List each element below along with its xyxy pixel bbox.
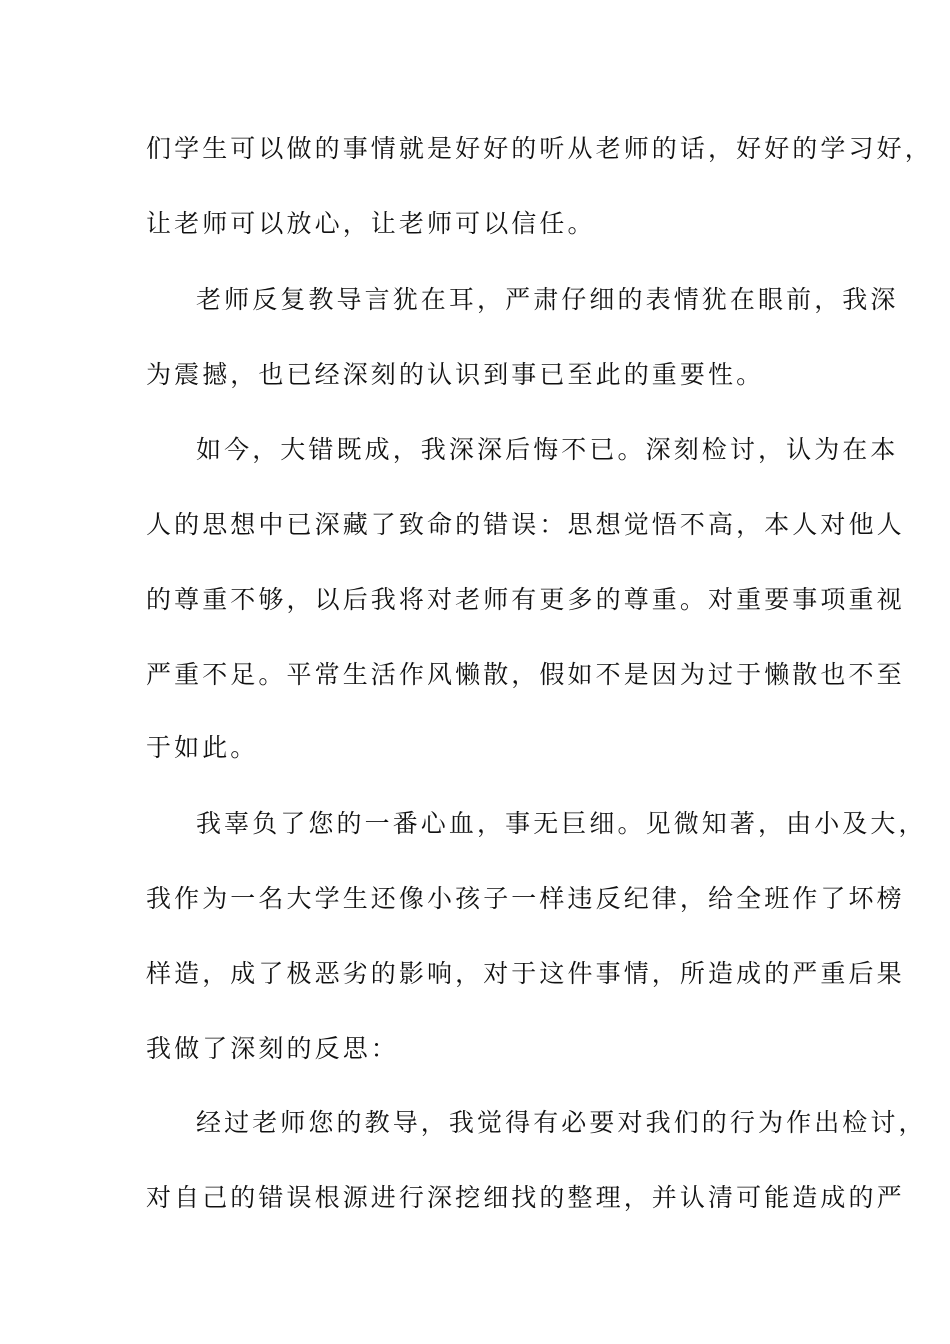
text-line-14: 经过老师您的教导，我觉得有必要对我们的行为作出检讨，	[196, 1108, 927, 1137]
text-line-11: 我作为一名大学生还像小孩子一样违反纪律，给全班作了坏榜	[146, 884, 905, 913]
text-line-12: 样造，成了极恶劣的影响，对于这件事情，所造成的严重后果	[146, 959, 905, 988]
text-line-2: 让老师可以放心，让老师可以信任。	[146, 209, 596, 238]
text-line-1: 们学生可以做的事情就是好好的听从老师的话，好好的学习好，	[146, 134, 933, 163]
text-line-15: 对自己的错误根源进行深挖细找的整理，并认清可能造成的严	[146, 1183, 905, 1212]
text-line-9: 于如此。	[146, 733, 259, 762]
text-line-8: 严重不足。平常生活作风懒散，假如不是因为过于懒散也不至	[146, 660, 905, 689]
text-line-7: 的尊重不够，以后我将对老师有更多的尊重。对重要事项重视	[146, 585, 905, 614]
text-line-6: 人的思想中已深藏了致命的错误：思想觉悟不高，本人对他人	[146, 510, 905, 539]
text-line-13: 我做了深刻的反思：	[146, 1034, 399, 1063]
text-line-10: 我辜负了您的一番心血，事无巨细。见微知著，由小及大，	[196, 809, 927, 838]
text-line-4: 为震撼，也已经深刻的认识到事已至此的重要性。	[146, 360, 765, 389]
text-line-5: 如今，大错既成，我深深后悔不已。深刻检讨，认为在本	[196, 435, 899, 464]
text-line-3: 老师反复教导言犹在耳，严肃仔细的表情犹在眼前，我深	[196, 285, 899, 314]
